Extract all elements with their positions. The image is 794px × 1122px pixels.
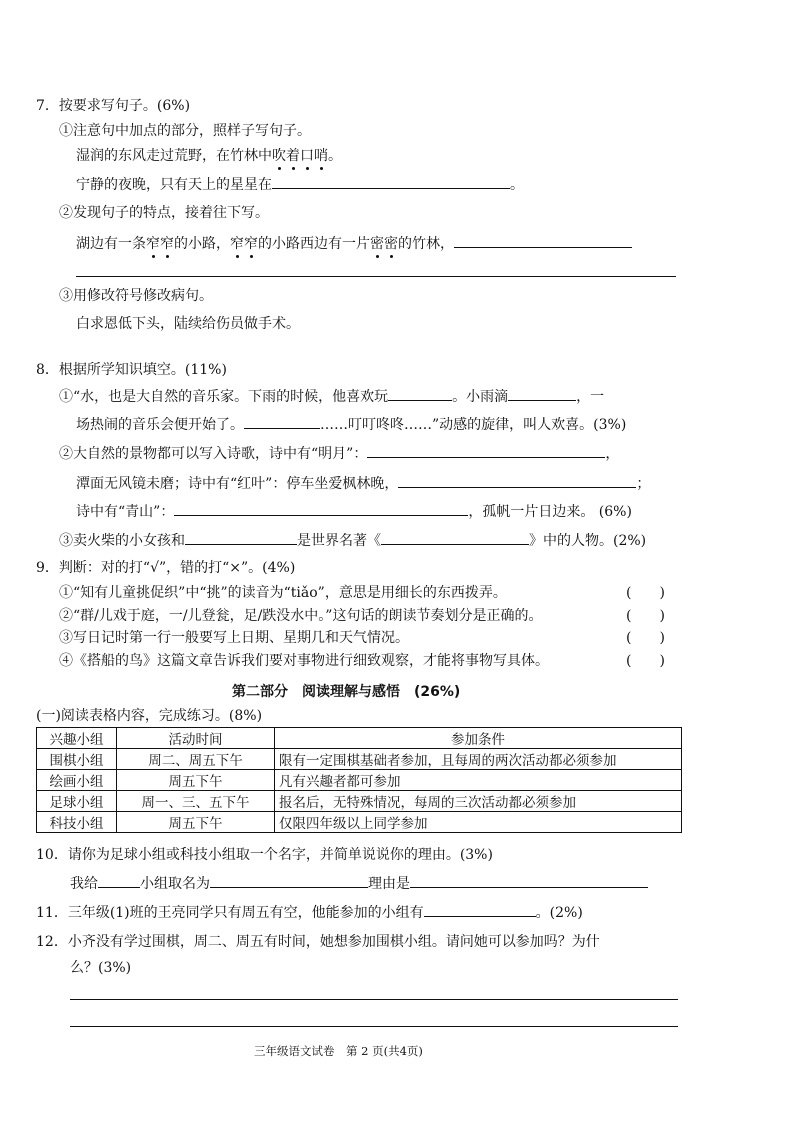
q7-fill: 宁静的夜晚，只有天上的星星在 。 (76, 174, 524, 195)
table-cell: 限有一定围棋基础者参加，且每周的两次活动都必须参加 (275, 749, 682, 770)
page-footer: 三年级语文试卷 第 2 页(共4页) (254, 1044, 423, 1058)
q8-part2-line3: 诗中有“青山”： ，孤帆一片日边来。 (6%) (76, 501, 632, 522)
table-row (37, 812, 682, 833)
answer-blank[interactable] (508, 386, 576, 401)
q8-part1-line2: 场热闹的音乐会便开始了。 ……叮叮咚咚……”动感的旋律，叫人欢喜。(3%) (76, 414, 626, 435)
table-header: 兴趣小组 (37, 728, 117, 749)
q8-part1-line1: ①“水，也是大自然的音乐家。下雨的时候，他喜欢玩 。小雨滴 ，一 (59, 386, 604, 407)
table-cell: 周五下午 (117, 812, 275, 833)
emphasis-char: 着 (286, 148, 300, 164)
q9-item: ①“知有儿童挑促织”中“挑”的读音为“tiǎo”，意思是用细长的东西拨弄。 (59, 585, 507, 601)
table-cell: 周五下午 (117, 770, 275, 791)
q8-title: 8．根据所学知识填空。(11%) (36, 362, 227, 378)
emphasis-char: 吹 (272, 148, 286, 164)
answer-line[interactable] (70, 999, 678, 1000)
answer-blank[interactable] (424, 902, 536, 917)
answer-paren[interactable]: ( ) (626, 608, 665, 624)
q7-sub3: ③用修改符号修改病句。 (59, 288, 213, 304)
q7-title: 7．按要求写句子。(6%) (36, 98, 191, 114)
table-cell: 绘画小组 (37, 770, 117, 791)
table-cell: 足球小组 (37, 791, 117, 812)
table-header: 参加条件 (275, 728, 682, 749)
table-cell: 周一、三、五下午 (117, 791, 275, 812)
answer-blank[interactable] (367, 443, 605, 458)
table-row (37, 749, 682, 770)
q7-example: 湿润的东风走过荒野，在竹林中吹着口哨。 (76, 148, 342, 164)
answer-blank[interactable] (98, 873, 140, 888)
table-cell: 围棋小组 (37, 749, 117, 770)
table-cell: 报名后，无特殊情况，每周的三次活动都必须参加 (275, 791, 682, 812)
q9-item: ④《搭船的鸟》这篇文章告诉我们要对事物进行细致观察，才能将事物写具体。 (59, 653, 549, 669)
q10-title: 10．请你为足球小组或科技小组取一个名字，并简单说说你的理由。(3%) (36, 847, 493, 863)
q8-part3: ③卖火柴的小女孩和 是世界名著《 》中的人物。(2%) (59, 530, 646, 551)
answer-blank[interactable] (410, 873, 648, 888)
table-cell: 科技小组 (37, 812, 117, 833)
answer-blank[interactable] (398, 473, 636, 488)
q12-line2: 么？(3%) (70, 960, 132, 976)
answer-blank[interactable] (185, 530, 297, 545)
answer-blank[interactable] (381, 530, 529, 545)
emphasis-char: 口 (300, 148, 314, 164)
q11: 11．三年级(1)班的王亮同学只有周五有空，他能参加的小组有 。(2%) (36, 902, 583, 923)
answer-blank[interactable] (454, 233, 632, 248)
answer-blank[interactable] (174, 501, 468, 516)
q12-line1: 12．小齐没有学过围棋，周二、周五有时间，她想参加围棋小组。请问她可以参加吗？为什 (36, 934, 600, 950)
emphasis-char: 哨 (314, 148, 328, 164)
q8-part2-line1: ②大自然的景物都可以写入诗歌，诗中有“明月”： ， (59, 443, 619, 464)
answer-paren[interactable]: ( ) (626, 630, 665, 646)
q9-item: ②“群/儿戏于庭，一/儿登瓮，足/跌没水中。”这句话的朗读节奏划分是正确的。 (59, 608, 543, 624)
section-heading: 第二部分 阅读理解与感悟 (26%) (232, 684, 461, 700)
answer-line[interactable] (70, 1026, 678, 1027)
interest-group-table (36, 727, 682, 833)
table-cell: 凡有兴趣者都可参加 (275, 770, 682, 791)
q7-sub2: ②发现句子的特点，接着往下写。 (59, 205, 269, 221)
table-header: 活动时间 (117, 728, 275, 749)
answer-blank[interactable] (272, 174, 510, 189)
answer-paren[interactable]: ( ) (626, 585, 665, 601)
section-subheading: (一)阅读表格内容，完成练习。(8%) (36, 708, 263, 724)
q9-title: 9．判断：对的打“√”，错的打“×”。(4%) (36, 560, 296, 576)
q7-continue: 湖边有一条窄窄的小路，窄窄的小路西边有一片密密的竹林， (76, 233, 632, 254)
answer-line[interactable] (76, 276, 676, 277)
answer-blank[interactable] (210, 873, 368, 888)
table-header-row (37, 728, 682, 749)
answer-blank[interactable] (388, 386, 452, 401)
table-row (37, 791, 682, 812)
q9-item: ③写日记时第一行一般要写上日期、星期几和天气情况。 (59, 630, 409, 646)
q8-part2-line2: 潭面无风镜未磨；诗中有“红叶”：停车坐爱枫林晚， ； (76, 473, 650, 494)
answer-blank[interactable] (244, 414, 320, 429)
q7-sick-sentence: 白求恩低下头，陆续给伤员做手术。 (76, 316, 300, 332)
table-cell: 周二、周五下午 (117, 749, 275, 770)
q7-sub1: ①注意句中加点的部分，照样子写句子。 (59, 123, 311, 139)
table-cell: 仅限四年级以上同学参加 (275, 812, 682, 833)
q10-answer-line: 我给 小组取名为 理由是 (70, 873, 648, 894)
answer-paren[interactable]: ( ) (626, 653, 665, 669)
table-row (37, 770, 682, 791)
